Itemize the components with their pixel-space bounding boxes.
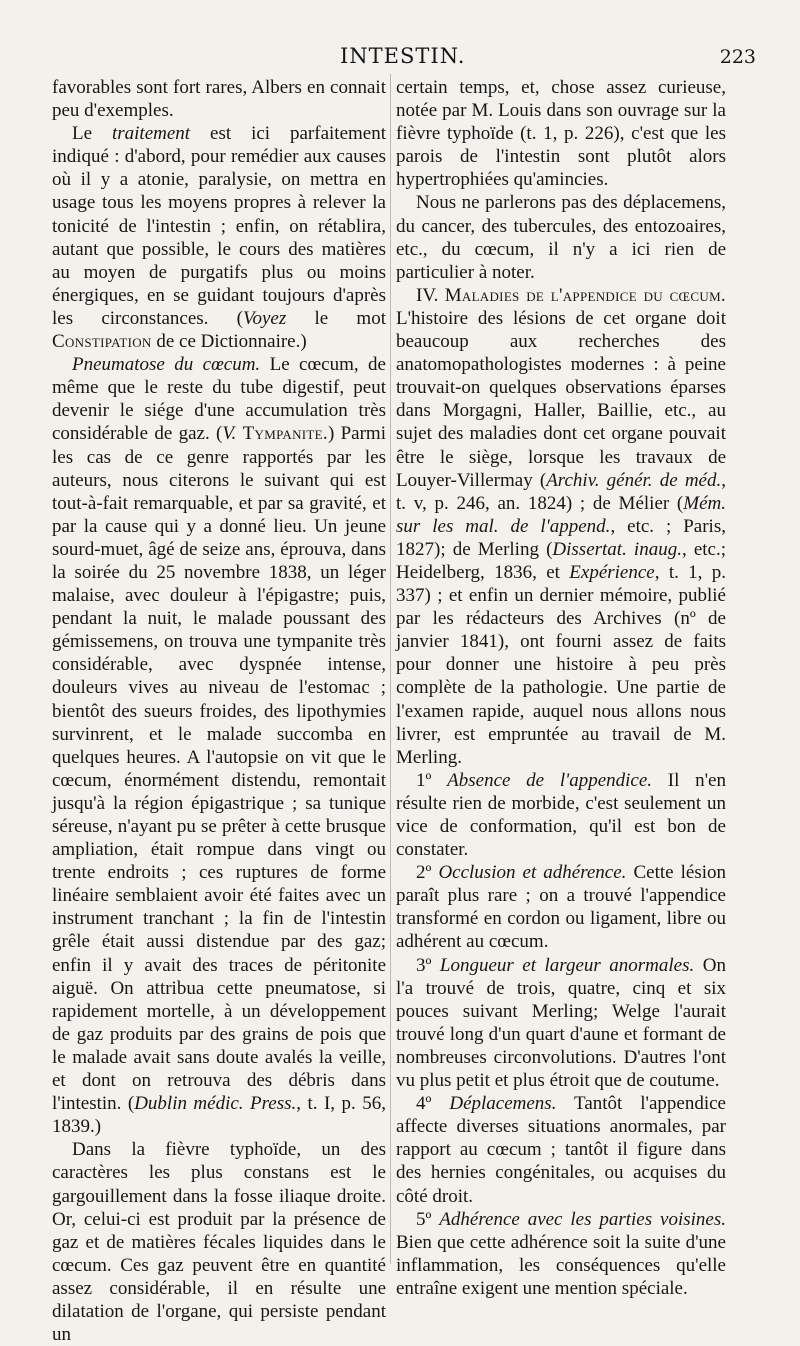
page-number: 223 (719, 46, 756, 68)
paragraph-text: L'histoire des lésions de cet organe doit beaucoup aux recherches des anatomopathologistes modernes : à peine trouvait-on quelques observations éparses dans Morgagni, Haller, Baillie, etc., au sujet des maladies dont cet organe pouvait être le siège, lorsque les travaux de Louyer-Villermay ( (396, 307, 726, 491)
left-paragraph-3 (52, 353, 386, 1138)
right-paragraph-5 (396, 861, 726, 953)
paragraph-lead: 3º (416, 954, 440, 976)
paragraph-lead-italic: traitement (111, 123, 191, 145)
paragraph-lead-italic: Pneumatose du cœcum. (72, 354, 261, 376)
paragraph-smallcaps: Constipation (52, 331, 152, 353)
paragraph-lead-italic: Longueur et largeur anormales. (439, 954, 695, 976)
paragraph-lead-italic: Occlusion et adhérence. (438, 862, 627, 884)
paragraph-text: Il n'en résulte rien de morbide, c'est seulement un vice de conformation, qu'il est bon de constater. (396, 769, 726, 861)
paragraph-text: , etc. ; Paris, 1827); de Merling ( (396, 515, 726, 560)
paragraph-italic: Archiv. génér. de méd. (546, 469, 722, 491)
section-heading-smallcaps: Maladies de l'appendice du cœcum. (444, 284, 726, 306)
right-paragraph-8 (396, 1208, 726, 1300)
paragraph-text: , t. I, p. 56, 1839.) (52, 1093, 386, 1138)
paragraph-text: certain temps, et, chose assez curieuse, notée par M. Louis dans son ouvrage sur la fièvre typhoïde (t. 1, p. 226), c'est que les parois de l'intestin sont plutôt alors hypertrophiées qu'amincies. (396, 77, 726, 191)
right-paragraph-6 (396, 954, 726, 1093)
paragraph-italic: V. (222, 423, 237, 445)
paragraph-italic: Dissertat. inaug. (552, 538, 682, 560)
paragraph-lead-italic: Déplacemens. (449, 1093, 557, 1115)
paragraph-text: favorables sont fort rares, Albers en connait peu d'exemples. (52, 77, 386, 122)
right-paragraph-3 (396, 284, 726, 769)
paragraph-text: de ce Dictionnaire.) (151, 331, 307, 353)
paragraph-text: ) Parmi les cas de ce genre rapportés par les auteurs, nous citerons le suivant qui est tout-à-fait remarquable, et par sa gravité, et par la cause qui y a donné lieu. Un jeune sourd-muet, âgé de seize ans, éprouva, dans la soirée du 25 novembre 1838, un léger malaise, avec douleur à l'épigastre; puis, pendant la nuit, le malade poussant des gémissemens, on trouva une tympanite très considérable, avec dyspnée intense, douleurs vives au niveau de l'estomac ; bientôt des sueurs froides, des lipothymies survinrent, et le malade succomba en quelques heures. A l'autopsie on vit que le cœcum, énormément distendu, remontait jusqu'à la région épigastrique ; sa tunique séreuse, n'ayant pu se prêter à cette brusque ampliation, était rompue dans vingt ou trente endroits ; ces ruptures de forme linéaire semblaient avoir été faites avec un instrument tranchant ; la fin de l'intestin grêle était aussi distendue par des gaz; enfin il y avait des traces de péritonite aiguë. On attribua cette pneumatose, si rapidement mortelle, à un développement de gaz produits par des grains de pois que le malade avait sans doute avalés la veille, et dont on retrouva des débris dans l'intestin. ( (52, 423, 386, 1115)
paragraph-lead-italic: Adhérence avec les parties voisines. (439, 1208, 726, 1230)
paragraph-text: le mot (286, 307, 386, 329)
paragraph-lead: 2º (416, 862, 439, 884)
paragraph-text: Cette lésion paraît plus rare ; on a trouvé l'appendice transformé en cordon ou ligament, libre ou adhérent au cœcum. (396, 862, 726, 953)
paragraph-italic: Mém. sur les mal. de l'append. (396, 492, 726, 537)
paragraph-text: , t. v, p. 246, an. 1824) ; de Mélier ( (396, 469, 726, 514)
paragraph-text: est ici parfaitement indiqué : d'abord, pour remédier aux causes où il y a atonie, paralysie, on mettra en usage tous les moyens propres à relever la tonicité de l'intestin ; enfin, on rétablira, autant que possible, le cours des matières au moyen de purgatifs plus ou moins énergiques, en se guidant toujours d'après les circonstances. ( (52, 123, 386, 329)
paragraph-text: Nous ne parlerons pas des déplacemens, du cancer, des tubercules, des entozoaires, etc., du cœcum, il n'y a ici rien de particulier à noter. (396, 192, 726, 283)
left-column (52, 76, 386, 1346)
paragraph-italic: Expérience (569, 561, 655, 583)
paragraph-lead: 5º (416, 1208, 440, 1230)
paragraph-lead: 1º (416, 769, 448, 791)
paragraph-italic: Dublin médic. Press. (134, 1093, 297, 1115)
paragraph-text: Tantôt l'appendice affecte diverses situations anormales, par rapport au cœcum ; tantôt il figure dans des hernies congénitales, ou acquises du côté droit. (396, 1093, 726, 1207)
left-paragraph-2 (52, 122, 386, 353)
running-head (0, 44, 800, 74)
paragraph-lead: IV. (416, 284, 445, 306)
left-paragraph-1 (52, 76, 386, 122)
left-paragraph-4 (52, 1138, 386, 1346)
right-paragraph-4 (396, 769, 726, 861)
paragraph-lead: 4º (416, 1093, 450, 1115)
paragraph-italic: Voyez (242, 307, 287, 329)
paragraph-text: , etc.; Heidelberg, 1836, et (396, 538, 726, 583)
running-title: INTESTIN. (340, 44, 466, 68)
right-paragraph-2 (396, 191, 726, 283)
paragraph-lead: Le (72, 123, 112, 145)
column-divider (390, 74, 391, 1264)
right-paragraph-7 (396, 1092, 726, 1207)
paragraph-text: , t. 1, p. 337) ; et enfin un dernier mémoire, publié par les rédacteurs des Archives (nº de janvier 1841), ont fourni assez de faits pour donner une histoire à peu près complète de la pathologie. Une partie de l'examen rapide, auquel nous allons nous livrer, est empruntée au travail de M. Merling. (396, 561, 727, 768)
paragraph-text: On l'a trouvé de trois, quatre, cinq et six pouces suivant Merling; Welge l'aurait trouvé long d'un quart d'aune et formant de nombreuses circonvolutions. D'autres l'ont vu plus petit et plus étroit que de coutume. (396, 954, 726, 1092)
paragraph-lead-italic: Absence de l'appendice. (447, 769, 653, 791)
right-paragraph-1 (396, 76, 726, 191)
paragraph-text: Dans la fièvre typhoïde, un des caractères les plus constans est le gargouillement dans la fosse iliaque droite. Or, celui-ci est produit par la présence de gaz et de matières fécales liquides dans le cœcum. Ces gaz peuvent être en quantité assez considérable, il en résulte une dilatation de l'organe, qui persiste pendant un (52, 1139, 386, 1346)
paragraph-text: Le cœcum, de même que le reste du tube digestif, peut devenir le siége d'une accumulation très considérable de gaz. ( (52, 354, 386, 445)
right-column (396, 76, 726, 1300)
paragraph-text: Bien que cette adhérence soit la suite d'une inflammation, les conséquences qu'elle entraîne exigent une mention spéciale. (396, 1231, 726, 1299)
paragraph-smallcaps: Tympanite. (242, 423, 328, 445)
